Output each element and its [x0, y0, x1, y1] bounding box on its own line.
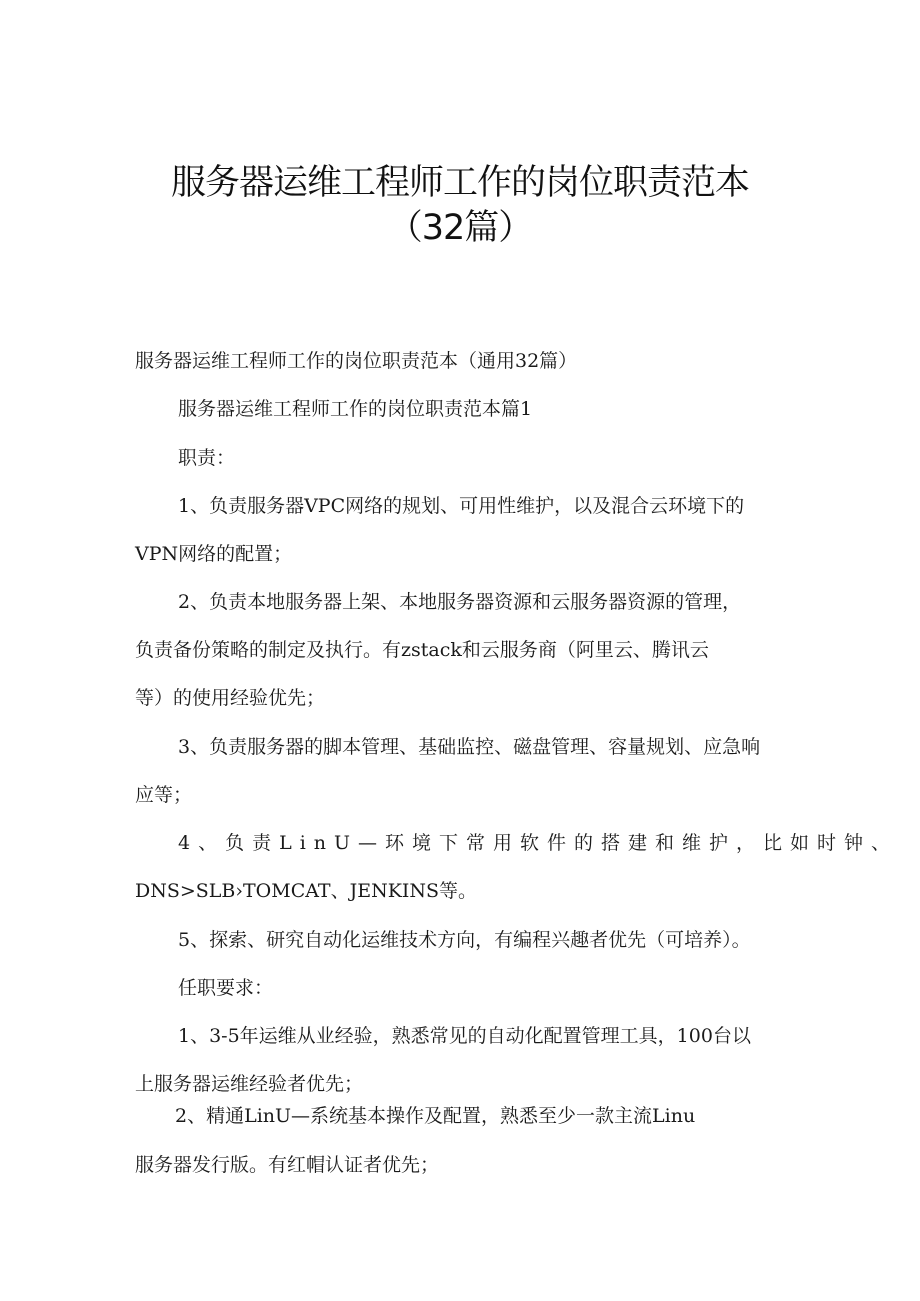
duty-item-3-continued: 应等；: [135, 784, 193, 806]
duty-item-2: 2、负责本地服务器上架、本地服务器资源和云服务器资源的管理，: [178, 591, 742, 613]
duty-item-2-continued: 负责备份策略的制定及执行。有zstack和云服务商（阿里云、腾讯云: [135, 639, 709, 661]
duty-item-4: 4、负责LinU—环境下常用软件的搭建和维护，比如时钟、: [178, 832, 899, 854]
document-subtitle: 服务器运维工程师工作的岗位职责范本（通用32篇）: [135, 350, 578, 372]
duty-item-5: 5、探索、研究自动化运维技术方向，有编程兴趣者优先（可培养）。: [178, 929, 751, 951]
duty-item-4-continued: DNS>SLB›TOMCAT、JENKINS等。: [135, 880, 478, 902]
duty-item-2-continued-2: 等）的使用经验优先；: [135, 687, 326, 709]
requirement-item-1: 1、3-5年运维从业经验，熟悉常见的自动化配置管理工具，100台以: [178, 1025, 751, 1047]
duty-item-1-continued: VPN网络的配置；: [135, 543, 293, 565]
requirement-item-2: 2、精通LinU—系统基本操作及配置，熟悉至少一款主流Linu: [175, 1105, 696, 1127]
section-heading: 服务器运维工程师工作的岗位职责范本篇1: [178, 398, 533, 420]
duty-item-3: 3、负责服务器的脚本管理、基础监控、磁盘管理、容量规划、应急响: [178, 736, 761, 758]
duties-heading: 职责：: [178, 447, 236, 469]
requirement-item-2-continued: 服务器发行版。有红帽认证者优先；: [135, 1154, 440, 1176]
requirements-heading: 任职要求：: [178, 977, 274, 999]
duty-item-1: 1、负责服务器VPC网络的规划、可用性维护，以及混合云环境下的: [178, 495, 745, 517]
requirement-item-1-continued: 上服务器运维经验者优先；: [135, 1073, 364, 1095]
document-title-count: （32篇）: [387, 208, 533, 248]
document-title: 服务器运维工程师工作的岗位职责范本: [170, 163, 749, 203]
